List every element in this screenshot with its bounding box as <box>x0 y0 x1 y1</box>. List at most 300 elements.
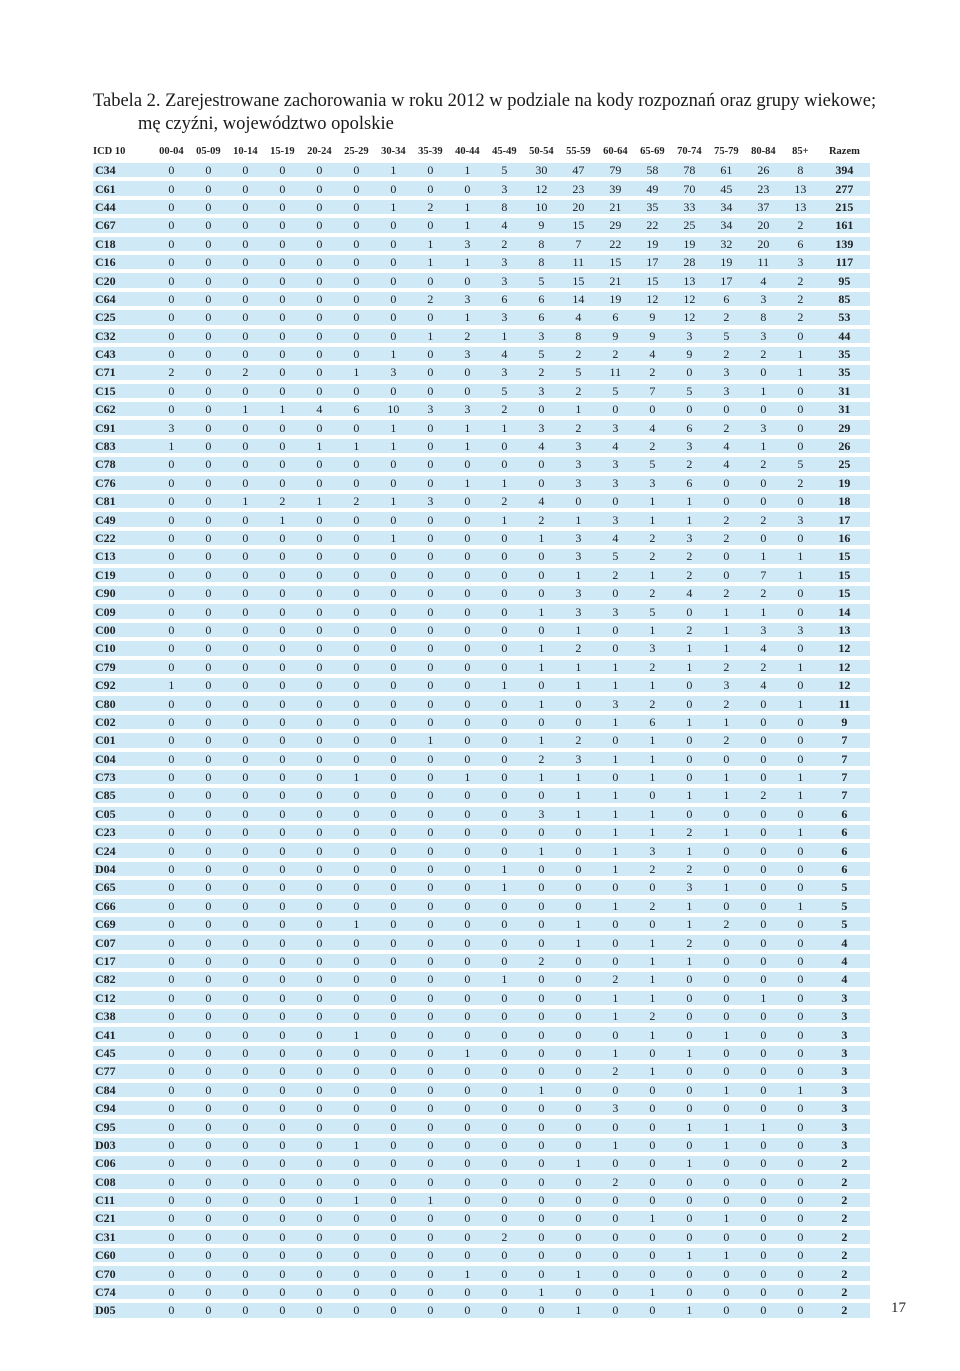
count-cell: 0 <box>449 494 486 508</box>
count-cell: 0 <box>523 1193 560 1207</box>
count-cell: 0 <box>153 991 190 1005</box>
count-cell: 1 <box>671 1046 708 1060</box>
count-cell: 4 <box>486 218 523 232</box>
count-cell: 0 <box>671 752 708 766</box>
count-cell: 0 <box>708 935 745 949</box>
total-cell: 2 <box>819 1211 870 1225</box>
count-cell: 3 <box>745 292 782 306</box>
count-cell: 6 <box>671 420 708 434</box>
count-cell: 0 <box>227 1046 264 1060</box>
count-cell: 1 <box>671 1119 708 1133</box>
table-row <box>93 972 870 986</box>
count-cell: 0 <box>375 641 412 655</box>
count-cell: 2 <box>634 549 671 563</box>
count-cell: 6 <box>708 292 745 306</box>
count-cell: 19 <box>671 237 708 251</box>
count-cell: 1 <box>449 163 486 177</box>
count-cell: 1 <box>560 512 597 526</box>
count-cell: 0 <box>153 255 190 269</box>
count-cell: 0 <box>634 1138 671 1152</box>
count-cell: 0 <box>449 1064 486 1078</box>
count-cell: 0 <box>782 678 819 692</box>
count-cell: 0 <box>153 770 190 784</box>
count-cell: 2 <box>671 825 708 839</box>
count-cell: 0 <box>301 752 338 766</box>
count-cell: 0 <box>227 476 264 490</box>
count-cell: 9 <box>671 347 708 361</box>
icd-code-cell: C77 <box>93 1064 153 1078</box>
count-cell: 25 <box>671 218 708 232</box>
count-cell: 0 <box>745 402 782 416</box>
count-cell: 0 <box>190 384 227 398</box>
table-row <box>93 531 870 545</box>
count-cell: 0 <box>412 457 449 471</box>
count-cell: 0 <box>227 1009 264 1023</box>
count-cell: 0 <box>708 1174 745 1188</box>
count-cell: 3 <box>486 310 523 324</box>
total-cell: 29 <box>819 420 870 434</box>
count-cell: 0 <box>153 1083 190 1097</box>
count-cell: 0 <box>338 991 375 1005</box>
count-cell: 6 <box>597 310 634 324</box>
count-cell: 0 <box>745 1083 782 1097</box>
count-cell: 0 <box>412 310 449 324</box>
count-cell: 1 <box>597 1138 634 1152</box>
total-cell: 11 <box>819 696 870 710</box>
count-cell: 1 <box>375 494 412 508</box>
count-cell: 0 <box>412 715 449 729</box>
count-cell: 1 <box>782 347 819 361</box>
count-cell: 0 <box>301 1193 338 1207</box>
count-cell: 0 <box>560 972 597 986</box>
count-cell: 0 <box>375 1119 412 1133</box>
count-cell: 39 <box>597 181 634 195</box>
count-cell: 0 <box>449 843 486 857</box>
count-cell: 0 <box>412 770 449 784</box>
count-cell: 0 <box>227 660 264 674</box>
table-row <box>93 954 870 968</box>
count-cell: 0 <box>153 1193 190 1207</box>
count-cell: 0 <box>634 1193 671 1207</box>
count-cell: 2 <box>560 420 597 434</box>
count-cell: 1 <box>264 512 301 526</box>
caption-line-1: Tabela 2. Zarejestrowane zachorowania w roku 2012 w podziale na kody rozpoznań oraz grupy wiekowe; <box>93 91 877 111</box>
count-cell: 5 <box>782 457 819 471</box>
total-cell: 13 <box>819 623 870 637</box>
count-cell: 0 <box>486 1174 523 1188</box>
count-cell: 3 <box>708 365 745 379</box>
count-cell: 0 <box>338 899 375 913</box>
count-cell: 0 <box>227 1193 264 1207</box>
count-cell: 0 <box>375 1303 412 1317</box>
count-cell: 1 <box>634 991 671 1005</box>
count-cell: 0 <box>301 1303 338 1317</box>
count-cell: 0 <box>301 1211 338 1225</box>
count-cell: 2 <box>597 347 634 361</box>
count-cell: 0 <box>264 752 301 766</box>
count-cell: 0 <box>412 1303 449 1317</box>
count-cell: 0 <box>745 1174 782 1188</box>
count-cell: 0 <box>153 696 190 710</box>
count-cell: 0 <box>375 273 412 287</box>
count-cell: 0 <box>449 623 486 637</box>
count-cell: 5 <box>523 347 560 361</box>
count-cell: 0 <box>264 880 301 894</box>
count-cell: 78 <box>671 163 708 177</box>
count-cell: 1 <box>560 1156 597 1170</box>
count-cell: 0 <box>523 476 560 490</box>
count-cell: 0 <box>227 623 264 637</box>
count-cell: 0 <box>449 604 486 618</box>
icd-code-cell: C17 <box>93 954 153 968</box>
icd-code-cell: C91 <box>93 420 153 434</box>
count-cell: 1 <box>745 439 782 453</box>
count-cell: 0 <box>264 586 301 600</box>
count-cell: 0 <box>412 568 449 582</box>
count-cell: 0 <box>227 255 264 269</box>
count-cell: 0 <box>745 917 782 931</box>
count-cell: 4 <box>523 439 560 453</box>
count-cell: 0 <box>449 935 486 949</box>
count-cell: 0 <box>153 347 190 361</box>
total-cell: 4 <box>819 935 870 949</box>
count-cell: 0 <box>375 843 412 857</box>
count-cell: 0 <box>375 476 412 490</box>
count-cell: 0 <box>486 752 523 766</box>
count-cell: 0 <box>449 788 486 802</box>
count-cell: 0 <box>227 512 264 526</box>
count-cell: 0 <box>264 660 301 674</box>
count-cell: 0 <box>338 862 375 876</box>
count-cell: 0 <box>264 917 301 931</box>
count-cell: 0 <box>782 715 819 729</box>
count-cell: 1 <box>708 1119 745 1133</box>
total-cell: 26 <box>819 439 870 453</box>
count-cell: 0 <box>190 1211 227 1225</box>
count-cell: 0 <box>745 1193 782 1207</box>
count-cell: 1 <box>671 512 708 526</box>
count-cell: 0 <box>745 494 782 508</box>
count-cell: 2 <box>560 733 597 747</box>
count-cell: 1 <box>412 1193 449 1207</box>
count-cell: 0 <box>153 273 190 287</box>
count-cell: 0 <box>153 862 190 876</box>
count-cell: 0 <box>671 1064 708 1078</box>
count-cell: 4 <box>708 439 745 453</box>
table-row <box>93 365 870 379</box>
count-cell: 0 <box>486 917 523 931</box>
count-cell: 0 <box>153 494 190 508</box>
count-cell: 0 <box>782 494 819 508</box>
count-cell: 0 <box>412 1230 449 1244</box>
count-cell: 0 <box>301 1138 338 1152</box>
count-cell: 0 <box>153 181 190 195</box>
count-cell: 0 <box>227 752 264 766</box>
count-cell: 2 <box>708 696 745 710</box>
count-cell: 0 <box>227 531 264 545</box>
count-cell: 3 <box>634 476 671 490</box>
count-cell: 0 <box>782 1156 819 1170</box>
count-cell: 1 <box>449 770 486 784</box>
table-row <box>93 512 870 526</box>
header-age-group: 10-14 <box>227 144 264 159</box>
count-cell: 3 <box>782 623 819 637</box>
table-row <box>93 1138 870 1152</box>
count-cell: 0 <box>190 862 227 876</box>
count-cell: 0 <box>190 1083 227 1097</box>
count-cell: 0 <box>449 825 486 839</box>
total-cell: 2 <box>819 1266 870 1280</box>
count-cell: 0 <box>227 549 264 563</box>
table-row <box>93 1027 870 1041</box>
count-cell: 2 <box>671 862 708 876</box>
table-row <box>93 623 870 637</box>
count-cell: 0 <box>301 660 338 674</box>
count-cell: 0 <box>486 733 523 747</box>
count-cell: 0 <box>412 420 449 434</box>
header-age-group: 80-84 <box>745 144 782 159</box>
count-cell: 0 <box>782 1230 819 1244</box>
count-cell: 2 <box>708 660 745 674</box>
count-cell: 0 <box>671 1101 708 1115</box>
count-cell: 2 <box>523 512 560 526</box>
count-cell: 3 <box>782 512 819 526</box>
count-cell: 0 <box>153 512 190 526</box>
count-cell: 0 <box>634 788 671 802</box>
count-cell: 0 <box>708 549 745 563</box>
icd-code-cell: C09 <box>93 604 153 618</box>
total-cell: 3 <box>819 991 870 1005</box>
count-cell: 0 <box>486 715 523 729</box>
count-cell: 0 <box>634 402 671 416</box>
count-cell: 0 <box>227 586 264 600</box>
total-cell: 6 <box>819 807 870 821</box>
count-cell: 0 <box>782 935 819 949</box>
count-cell: 0 <box>708 1230 745 1244</box>
count-cell: 0 <box>153 384 190 398</box>
count-cell: 1 <box>597 862 634 876</box>
count-cell: 0 <box>153 329 190 343</box>
table-row <box>93 752 870 766</box>
count-cell: 2 <box>708 512 745 526</box>
header-icd: ICD 10 <box>93 144 153 159</box>
count-cell: 0 <box>449 954 486 968</box>
count-cell: 4 <box>523 494 560 508</box>
count-cell: 1 <box>264 402 301 416</box>
count-cell: 2 <box>782 218 819 232</box>
count-cell: 3 <box>523 384 560 398</box>
count-cell: 0 <box>412 163 449 177</box>
count-cell: 0 <box>264 218 301 232</box>
count-cell: 0 <box>671 972 708 986</box>
count-cell: 0 <box>153 641 190 655</box>
count-cell: 0 <box>227 273 264 287</box>
count-cell: 0 <box>264 1101 301 1115</box>
count-cell: 0 <box>634 917 671 931</box>
count-cell: 0 <box>375 1211 412 1225</box>
count-cell: 4 <box>708 457 745 471</box>
total-cell: 3 <box>819 1138 870 1152</box>
count-cell: 3 <box>449 402 486 416</box>
count-cell: 0 <box>560 715 597 729</box>
count-cell: 0 <box>782 843 819 857</box>
count-cell: 0 <box>338 384 375 398</box>
count-cell: 32 <box>708 237 745 251</box>
count-cell: 0 <box>153 825 190 839</box>
count-cell: 0 <box>264 200 301 214</box>
count-cell: 0 <box>560 1101 597 1115</box>
count-cell: 6 <box>486 292 523 306</box>
count-cell: 0 <box>264 770 301 784</box>
count-cell: 1 <box>671 660 708 674</box>
count-cell: 1 <box>486 476 523 490</box>
count-cell: 0 <box>782 384 819 398</box>
count-cell: 0 <box>227 568 264 582</box>
count-cell: 2 <box>634 899 671 913</box>
count-cell: 0 <box>190 1119 227 1133</box>
count-cell: 3 <box>708 678 745 692</box>
table-row <box>93 1248 870 1262</box>
count-cell: 0 <box>782 880 819 894</box>
count-cell: 3 <box>560 457 597 471</box>
count-cell: 2 <box>449 329 486 343</box>
count-cell: 0 <box>412 954 449 968</box>
count-cell: 0 <box>486 1138 523 1152</box>
count-cell: 0 <box>486 439 523 453</box>
count-cell: 0 <box>338 163 375 177</box>
count-cell: 0 <box>338 1046 375 1060</box>
count-cell: 1 <box>523 696 560 710</box>
count-cell: 11 <box>745 255 782 269</box>
count-cell: 1 <box>560 568 597 582</box>
total-cell: 7 <box>819 733 870 747</box>
count-cell: 0 <box>264 1174 301 1188</box>
count-cell: 2 <box>671 623 708 637</box>
count-cell: 0 <box>375 1193 412 1207</box>
count-cell: 0 <box>486 1303 523 1317</box>
count-cell: 0 <box>412 273 449 287</box>
count-cell: 1 <box>449 310 486 324</box>
count-cell: 0 <box>560 1027 597 1041</box>
icd-code-cell: C16 <box>93 255 153 269</box>
count-cell: 1 <box>523 733 560 747</box>
count-cell: 0 <box>523 788 560 802</box>
count-cell: 0 <box>301 972 338 986</box>
count-cell: 0 <box>190 770 227 784</box>
count-cell: 0 <box>634 1303 671 1317</box>
count-cell: 0 <box>412 1119 449 1133</box>
count-cell: 1 <box>375 200 412 214</box>
count-cell: 0 <box>449 1303 486 1317</box>
count-cell: 0 <box>597 1230 634 1244</box>
total-cell: 7 <box>819 752 870 766</box>
total-cell: 35 <box>819 347 870 361</box>
count-cell: 0 <box>375 862 412 876</box>
count-cell: 0 <box>486 1193 523 1207</box>
count-cell: 0 <box>153 604 190 618</box>
total-cell: 2 <box>819 1156 870 1170</box>
count-cell: 0 <box>412 788 449 802</box>
count-cell: 28 <box>671 255 708 269</box>
count-cell: 0 <box>375 255 412 269</box>
count-cell: 1 <box>560 770 597 784</box>
count-cell: 6 <box>782 237 819 251</box>
count-cell: 2 <box>634 365 671 379</box>
count-cell: 0 <box>560 991 597 1005</box>
count-cell: 0 <box>523 1248 560 1262</box>
count-cell: 0 <box>486 1027 523 1041</box>
count-cell: 4 <box>745 273 782 287</box>
count-cell: 0 <box>486 935 523 949</box>
count-cell: 0 <box>264 255 301 269</box>
count-cell: 0 <box>190 715 227 729</box>
count-cell: 0 <box>301 237 338 251</box>
count-cell: 0 <box>190 1193 227 1207</box>
count-cell: 0 <box>486 531 523 545</box>
count-cell: 4 <box>671 586 708 600</box>
count-cell: 0 <box>375 733 412 747</box>
count-cell: 0 <box>671 696 708 710</box>
count-cell: 0 <box>153 1064 190 1078</box>
count-cell: 0 <box>560 1138 597 1152</box>
count-cell: 0 <box>338 1064 375 1078</box>
count-cell: 4 <box>745 641 782 655</box>
count-cell: 0 <box>597 917 634 931</box>
table-row <box>93 420 870 434</box>
count-cell: 0 <box>449 1174 486 1188</box>
count-cell: 2 <box>486 402 523 416</box>
count-cell: 0 <box>634 1119 671 1133</box>
icd-code-cell: C79 <box>93 660 153 674</box>
count-cell: 0 <box>153 715 190 729</box>
count-cell: 0 <box>190 549 227 563</box>
count-cell: 1 <box>560 678 597 692</box>
count-cell: 0 <box>375 218 412 232</box>
icd-code-cell: C61 <box>93 181 153 195</box>
count-cell: 0 <box>227 1303 264 1317</box>
count-cell: 0 <box>671 604 708 618</box>
count-cell: 0 <box>597 1211 634 1225</box>
count-cell: 1 <box>708 788 745 802</box>
count-cell: 0 <box>449 531 486 545</box>
count-cell: 0 <box>486 549 523 563</box>
count-cell: 1 <box>597 825 634 839</box>
count-cell: 1 <box>227 494 264 508</box>
count-cell: 3 <box>560 439 597 453</box>
count-cell: 0 <box>301 788 338 802</box>
count-cell: 0 <box>412 181 449 195</box>
caption-line-2: mę czyźni, województwo opolskie <box>138 114 394 134</box>
icd-code-cell: C94 <box>93 1101 153 1115</box>
count-cell: 0 <box>264 365 301 379</box>
count-cell: 0 <box>190 1303 227 1317</box>
count-cell: 0 <box>338 715 375 729</box>
count-cell: 0 <box>560 1285 597 1299</box>
count-cell: 0 <box>523 678 560 692</box>
count-cell: 0 <box>190 733 227 747</box>
count-cell: 1 <box>671 715 708 729</box>
count-cell: 0 <box>264 1248 301 1262</box>
count-cell: 3 <box>634 843 671 857</box>
count-cell: 3 <box>597 512 634 526</box>
count-cell: 0 <box>301 549 338 563</box>
count-cell: 1 <box>560 807 597 821</box>
count-cell: 1 <box>449 1046 486 1060</box>
count-cell: 1 <box>449 255 486 269</box>
count-cell: 1 <box>375 531 412 545</box>
count-cell: 0 <box>597 1119 634 1133</box>
total-cell: 3 <box>819 1027 870 1041</box>
